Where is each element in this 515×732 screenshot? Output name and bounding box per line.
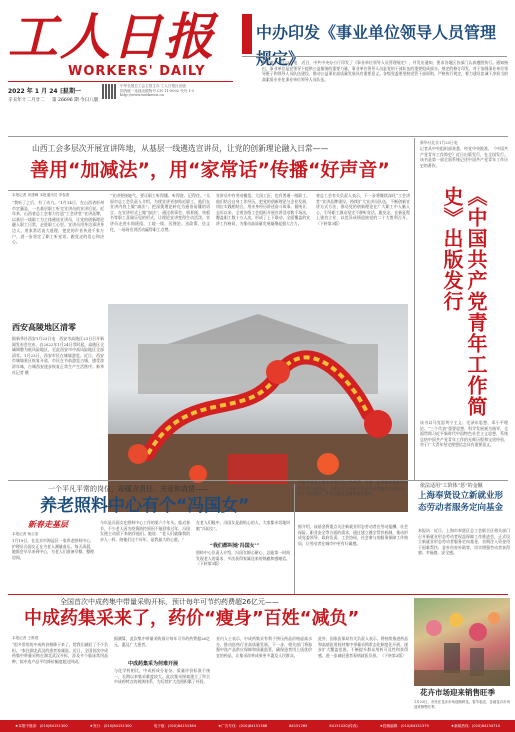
lead-column: “我听了之后，有了动力。”1月14日，在山西省忻州市定襄县，一名基层职工听完宣讲员的宣讲后说。近年来，山西省总工会着力打造“工会讲堂”宣讲品牌，以基层一线职工为主体遴选宣讲员，让党的创新理论融入职工日常，走进职工心里。宣讲员用身边事讲身边人，用家常话说大道理，把党的声音传进千家万户，进一步坚定了职工听党话、跟党走的信心和决心。 — [12, 200, 104, 245]
footer-item: ★新闻热线：(010)84134710 — [450, 723, 500, 728]
publisher-line: 代号 1-5 — [180, 88, 195, 93]
masthead-divider — [8, 81, 233, 82]
side-intro: 记者从中央组织部获悉，经党中央批准，《中国共产党青年工作简史》近日出版发行，在全国发行。该书是第一部全面系统记述中国共产党青年工作历史的著作。 — [420, 146, 508, 168]
publisher-line: 工人日报社出版 — [160, 84, 186, 88]
lead-column: 宣讲员中有劳动模范、大国工匠，也有普通一线职工。他们结合自身工作经历，把党的创新理论与企业发展、岗位实践相结合，用亲身经历讲述奋斗故事。据统计，去年以来，全省各级工会组织开展宣讲活动数千场次，覆盖职工数十万人次，形成了上下联动、全面覆盖的宣讲工作格局，为推动高质量发展凝聚起强大合力。 — [216, 193, 310, 226]
side-rule — [414, 138, 415, 480]
section-rule — [8, 480, 508, 481]
lead-column: “宣讲要接地气，要让职工听得懂、听得进、记得住。”太原市总工会负责人介绍，为使宣讲更加贴近职工，他们在宣讲内容上做“减法”，把深奥理论转化为通俗易懂的语言；在宣讲形式上做“加法”，通过故事会、情景剧、快板书等职工喜闻乐见的形式，让理论宣讲变得生动活泼。宣讲员走进车间班组、工地一线，送理论、送政策、送文化，一场场宣讲活动赢得职工点赞。 — [110, 193, 210, 232]
website-link[interactable]: http://www.workercn.cn — [120, 93, 164, 98]
masthead-title: 工人日报 — [8, 7, 216, 66]
footer-item: 84151020(传真) — [329, 723, 358, 728]
right-rule — [294, 484, 295, 594]
bottom-column: “很多常用的中成药价格降下来了，给我们减轻了不少负担。”家住湖北武汉的患者家属说。近日，全国首次中成药集中带量采购在湖北武汉开标，涉及多个临床常用品种，拟中选产品平均降价幅度超过四成。 — [12, 642, 108, 664]
issue-pages: 今日八版 — [80, 98, 99, 103]
side-headline-box — [440, 186, 488, 418]
side-headline[interactable]: 《中国共产党青年工作简史》出版发行 — [440, 186, 488, 417]
bottom-kicker: 全国首次中成药集中带量采购开标，预计每年可节约药费超26亿元—— — [60, 598, 279, 606]
bottom-byline: 本报记者 王维砚 — [12, 636, 39, 640]
middle-column: 今年是冯国女在照料中心工作的第六个年头。临近春节，不少老人因为疫情防控原因不能回家过年，冯国女便主动留下来陪伴他们。她说：“老人们就像我的亲人一样，陪他们过个好年，是我最大的心愿。” — [100, 520, 190, 542]
bottom-column: 据测算，此次集中带量采购预计每年可节约药费超26亿元，惠及广大患者。 — [114, 636, 210, 647]
middle-column: 在老人们眼中，冯国女是最贴心的人，大家都亲切地叫她“冯闺女”。 — [196, 520, 290, 531]
issue-lunar: 辛丑年十二月廿二 — [8, 98, 45, 103]
middle-headline[interactable]: 养老照料中心有个“冯国女” — [40, 496, 250, 516]
lead-kicker: 山西工会多层次开展宣讲阵地，从基层一线遴选宣讲员，让党的创新理论融入日常—— — [32, 144, 329, 153]
lead-byline: 本报记者 刘建峰 本报通讯员 李春燕 — [12, 193, 70, 197]
masthead-english: WORKERS' DAILY — [68, 64, 206, 79]
footer-item: ★本报中继部：(010)84151300 — [14, 723, 68, 728]
photo-caption-title[interactable]: 西安高陵地区清零 — [12, 323, 76, 332]
footer-item: ★广告专线：(010)84151388 — [218, 723, 268, 728]
right-top-text: 记者日前从上海市奉贤区总工会获悉，为进一步保障新就业形态劳动者合法权益，当地设立了新就业形态劳动者服务定向基金，用于为快递员、外卖送餐员等群体提供帮扶。 — [298, 480, 408, 497]
masthead-rule — [8, 136, 508, 137]
qr-code — [102, 84, 117, 99]
issue-date: 2022 年 1 月 24 日 — [8, 88, 66, 95]
top-banner — [242, 14, 507, 68]
flower-caption-text: 1月23日，市民在花卉市场选购鲜花。春节临近，各地花卉市场迎来销售旺季。 — [414, 700, 510, 709]
lead-column: 省总工会有关负责人表示，下一步将继续深化“工会讲堂”宣讲品牌建设，持续扩大宣讲员队伍，不断创新宣讲方式方法，推动党的创新理论在广大职工中入脑入心，引导职工群众坚定不移听党话、跟党走，在新征程上建功立业，以优异成绩迎接党的二十大胜利召开。（下转第3版） — [316, 193, 410, 226]
middle-column: 照料中心负责人介绍，冯国女细心耐心，总能第一时间发现老人的需求，多次获得家属送来的锦旗和感谢信。（下转第3版） — [196, 550, 290, 567]
side-column: 该书以马克思列宁主义、毛泽东思想、邓小平理论、“三个代表”重要思想、科学发展观为指导，全面贯彻习近平新时代中国特色社会主义思想，系统总结中国共产党青年工作的光辉历程和宝贵经验，对于广大青年坚定理想信念具有重要意义。 — [420, 420, 508, 448]
publisher-line: 中华全国总工会主管主办 — [120, 84, 160, 88]
issue-number: 第 26696 期 — [52, 98, 79, 103]
publisher-line: 国内统一连续出版物号 CN 11-0002 — [120, 88, 180, 93]
flower-scene — [414, 598, 510, 686]
footer-item: ★发行：(010)84151300 — [89, 723, 132, 728]
issue-weekday: 星期一 — [63, 88, 82, 95]
flower-caption: 花卉市场迎来销售旺季 — [420, 688, 495, 697]
right-column-2: 据介绍，该基金将重点关注新就业形态劳动者在劳动报酬、社会保险、职业安全等方面的需求，通过建立健全帮扶机制，推动形成党委领导、政府负责、工会协同、社会参与的服务保障工作格局，让劳动者在城市中更有归属感。 — [298, 524, 408, 546]
section-tag: 新春走基层 — [28, 519, 68, 529]
bottom-subhead: 中成药集采为何难开展 — [128, 661, 179, 667]
footer-item: 84151265 — [289, 724, 308, 728]
right-kicker: 依法适用“工阶体”惩”的金额 — [420, 483, 483, 489]
middle-subhead: “我们都叫她‘冯国女’” — [210, 543, 260, 549]
banner-rule — [242, 56, 507, 57]
right-headline[interactable]: 上海奉贤设立新就业形态劳动者服务定向基金 — [418, 491, 504, 513]
photo-caption-text: 据新华社西安1月23日电 西安市高陵区23日召开新闻发布会宣布，自2022年1月24日零时起，高陵区全域调整为低风险地区，至此西安市中高风险地区全部清零。1月23日，西安市民在城墙游览。近日，西安市城墙景区恢复开放，市民在节前游览古城，感受浓浓年味，古城西安逐步恢复正常生产生活秩序。新华社记者 摄 — [12, 336, 104, 375]
bottom-column: 与化学药相比，中成药成分复杂、质量评价标准不统一，长期以来集采难度较大。此次集采探索建立了符合中成药特点的规则体系，为后续扩大范围积累了经验。 — [114, 668, 210, 685]
side-dateline: 新华社北京1月23日电 — [420, 140, 458, 145]
publisher-info — [120, 84, 240, 98]
bottom-headline[interactable]: 中成药集采来了，药价“瘦身”百姓“减负” — [24, 608, 360, 629]
flower-market-photo — [414, 598, 510, 686]
middle-kicker: 一个平凡平常的岗位，却蕴含责任、关爱和真情—— — [48, 485, 209, 493]
lead-headline[interactable]: 善用“加减法”，用“家常话”传播“好声音” — [30, 159, 390, 181]
middle-byline: 本报记者 杨召奎 — [12, 532, 39, 536]
bottom-section-rule — [8, 594, 508, 595]
masthead — [8, 8, 233, 148]
right-column: 本报讯 近日，上海市奉贤区总工会联合区相关部门召开新就业形态劳动者权益保障工作推进会，正式设立新就业形态劳动者服务定向基金，首期注入资金用于困难帮扶、意外伤害补助等，切实增强劳动者获得感、幸福感、安全感。 — [418, 528, 510, 556]
footer-item: ★投稿编辑：(010)84151379 — [379, 723, 429, 728]
banner-headline[interactable]: 中办印发《事业单位领导人员管理规定》 — [256, 23, 497, 68]
banner-story-text: 本报北京1月23日电 近日，中共中央办公厅印发了《事业单位领导人员管理规定》，并发出通知，要求各地区各部门认真遵照执行。通知指出，事业单位是党领导下提供公益服务的重要力量，事业单位领导人员是党的干部队伍的重要组成部分。规定的修订印发，对于加强事业单位领导班子和领导人员队伍建设，推动公益事业高质量发展具有重要意义。各级党委要坚持党管干部原则，严格执行规定，着力建设忠诚干净担当的高素质专业化事业单位领导人员队伍。 — [262, 60, 508, 82]
bottom-column: 业内人士表示，中成药集采有利于挤压药品价格虚高水分，推动医药行业高质量发展。下一步，相关部门将加强中选产品供应保障和质量监管，确保患者用上质优价宜的药品，让集采改革成果更多惠及人民群众。 — [216, 636, 312, 658]
footer-bar — [0, 720, 515, 732]
bottom-column: 此外，国家医保局有关负责人表示，将持续推进药品和高值医用耗材集中带量采购常态化制度化开展，逐步扩大覆盖范围，不断提升群众用药可及性和获得感，进一步减轻患者看病就医负担。（下转第3版） — [318, 636, 408, 658]
lead-rule — [8, 190, 408, 191]
footer-item: 电子版：(010)84151364 — [153, 723, 197, 728]
middle-column: 1月19日，在北京市海淀区一家养老照料中心，护理员冯国女正在为老人测量血压。每天清晨，她都会早早来到中心，为老人们准备早餐、整理房间。 — [12, 538, 94, 560]
banner-bar — [242, 14, 252, 54]
